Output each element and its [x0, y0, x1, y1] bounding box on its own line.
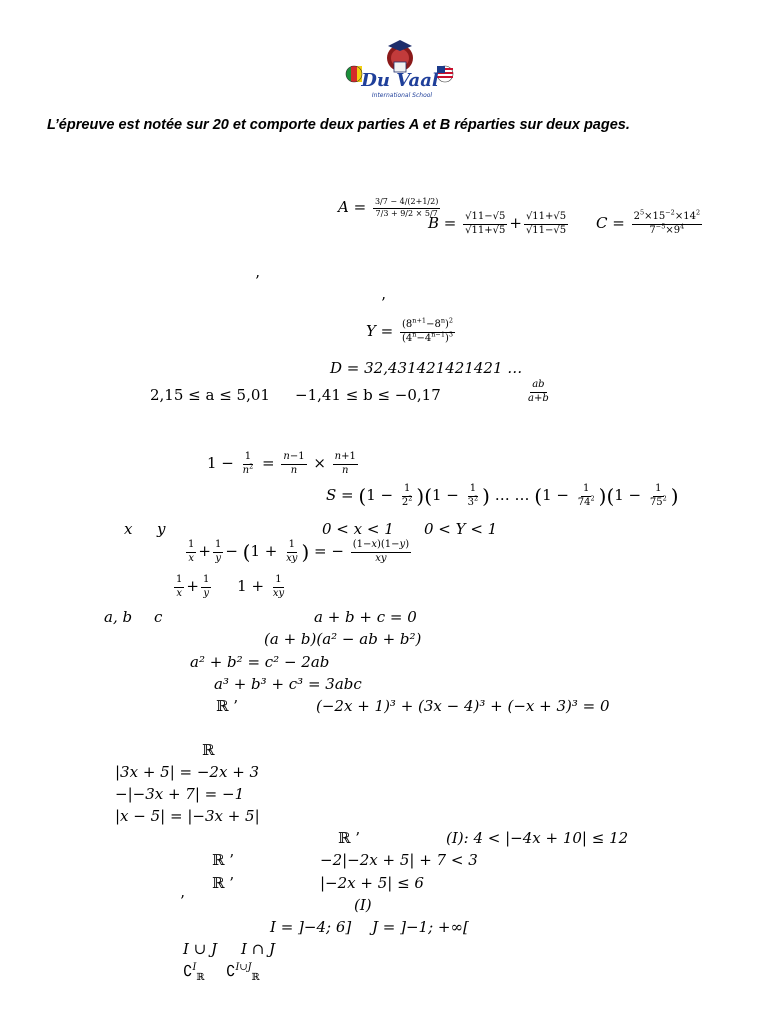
- expr-xy-terms: $\frac{1}{x}$ + $\frac{1}{y}$ 1 + $\frac{1}{xy}$: [176, 574, 285, 599]
- R-label-5: ℝ ’: [212, 874, 235, 892]
- expr-D: D = 32,431421421421 …: [330, 359, 523, 377]
- var-x: x: [124, 520, 133, 538]
- abs-eq-1: |3x + 5| = −2x + 3: [115, 763, 260, 781]
- expr-C: C = $\frac{2^5\times 15^{-2}\times 14^2}{7^{-5}\times 9^4}$: [596, 208, 701, 236]
- cube-expr: a³ + b³ + c³ = 3abc: [214, 675, 362, 693]
- I-interval: I = ]−4; 6]: [270, 918, 352, 936]
- union-expr: I ∪ J: [183, 940, 218, 958]
- inter-expr: I ∩ J: [241, 940, 276, 958]
- cubic-eq: (−2x + 1)³ + (3x − 4)³ + (−x + 3)³ = 0: [316, 697, 610, 715]
- R-label-2: ℝ: [202, 741, 215, 759]
- expr-A: A = $\frac{3/7 - 4/(2+1/2)}{7/3 + 9/2 \times 5/7}$: [338, 197, 439, 218]
- J-interval: J = ]−1; +∞[: [372, 918, 469, 936]
- expr-Y: Y = $\frac{(8^{n+1}-8^n)^2}{(4^n-4^{n-1})^3}$: [366, 316, 454, 344]
- complement-1: ∁$^I_ℝ$: [183, 962, 205, 983]
- var-c: c: [154, 608, 163, 626]
- school-logo: [344, 40, 456, 102]
- abs-eq-3: |x − 5| = |−3x + 5|: [115, 807, 260, 825]
- school-logo-graphic: [344, 40, 456, 102]
- range-x: 0 < x < 1: [322, 520, 394, 538]
- complement-2: ∁$^{I\cup J}_ℝ$: [226, 962, 260, 983]
- abs-eq-2: −|−3x + 7| = −1: [115, 785, 245, 803]
- expr-B: B = $\frac{√11-√5}{√11+√5}$ + $\frac{√11+√5}{√11-√5}$: [428, 211, 567, 236]
- var-y: y: [157, 520, 166, 538]
- abc-sum: a + b + c = 0: [314, 608, 417, 626]
- stray-comma-1: ’: [255, 272, 260, 290]
- R-label-3: ℝ ’: [338, 829, 361, 847]
- I-label: (I): [354, 896, 372, 914]
- intro-text: L’épreuve est notée sur 20 et comporte deux parties A et B réparties sur deux pages.: [47, 117, 630, 133]
- stray-comma-2: ’: [381, 294, 386, 312]
- expr-S: S = (1 − $\frac{1}{2^2}$ )(1 − $\frac{1}{3^2}$ ) … … (1 − $\frac{1}{74^2}$ )(1 − $\frac{1}{75^2}$ ): [326, 483, 679, 508]
- range-Y: 0 < Y < 1: [424, 520, 498, 538]
- ineq-I: (I): 4 < |−4x + 10| ≤ 12: [446, 829, 629, 847]
- R-label-4: ℝ ’: [212, 851, 235, 869]
- svg-text:International School: International School: [371, 92, 433, 99]
- vars-ab: a, b: [104, 608, 133, 626]
- ineq-2: −2|−2x + 5| + 7 < 3: [320, 851, 478, 869]
- stray-comma-3: ’: [180, 892, 185, 910]
- factor-expr: (a + b)(a² − ab + b²): [264, 630, 422, 648]
- ineq-b: −1,41 ≤ b ≤ −0,17: [295, 386, 441, 404]
- sq-expr: a² + b² = c² − 2ab: [190, 653, 330, 671]
- logo-text: Du Vaal: [361, 70, 439, 91]
- ineq-3: |−2x + 5| ≤ 6: [320, 874, 424, 892]
- R-label-1: ℝ ’: [216, 697, 239, 715]
- frac-ab: $\frac{ab}{a+b}$: [528, 379, 549, 404]
- expr-identity: 1 − $\frac{1}{n^2}$ = $\frac{n-1}{n}$ × $\frac{n+1}{n}$: [207, 451, 356, 476]
- expr-xy-identity: $\frac{1}{x}$ + $\frac{1}{y}$ − (1 + $\frac{1}{xy}$ ) = − $\frac{(1-x)(1-y)}{xy}$: [188, 539, 410, 564]
- ineq-a: 2,15 ≤ a ≤ 5,01: [150, 386, 270, 404]
